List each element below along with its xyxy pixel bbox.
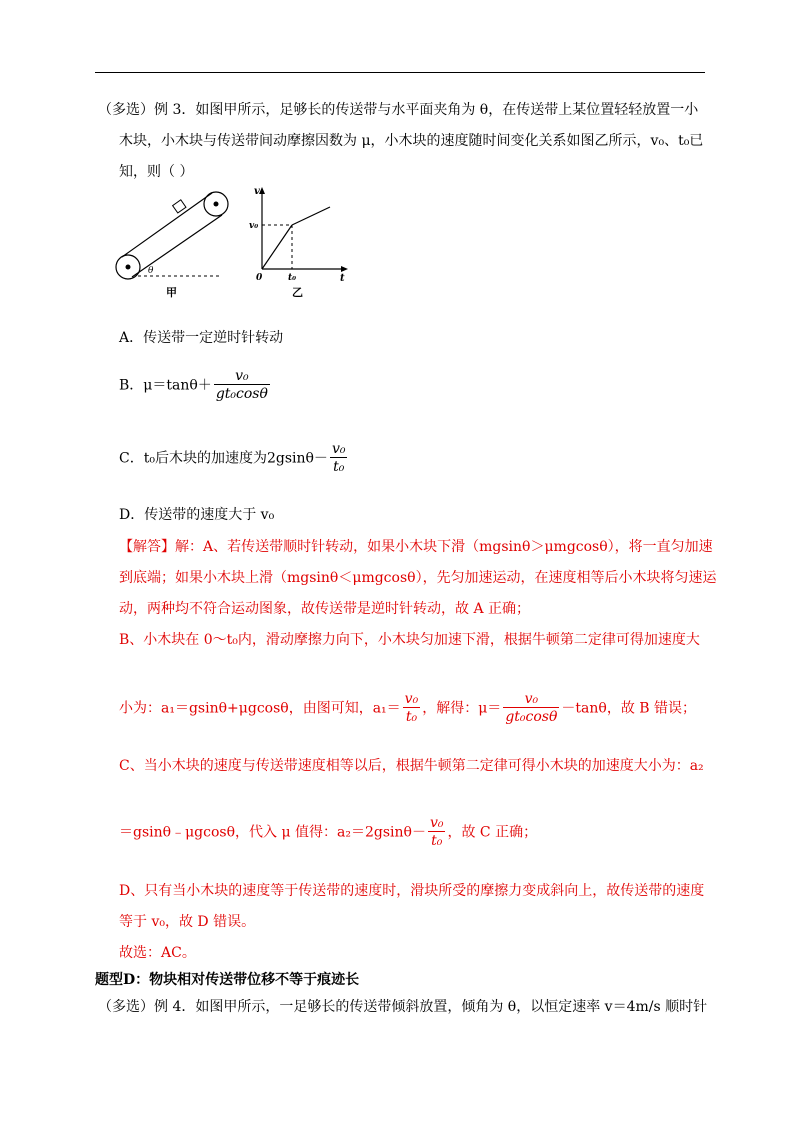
answer-fraction-1-denominator: t₀: [403, 707, 421, 726]
option-c: [119, 441, 349, 476]
answer-line-7: [119, 815, 537, 850]
answer-l5-a: 小为：a₁＝gsinθ+μgcosθ，由图可知，a₁＝: [119, 700, 401, 717]
answer-line-6: C、当小木块的速度与传送带速度相等以后，根据牛顿第二定律可得小木块的加速度大小为：a₂: [119, 758, 704, 774]
answer-line-4: B、小木块在 0～t₀内，滑动摩擦力向下，小木块匀加速下滑，根据牛顿第二定律可得加速度大: [119, 632, 700, 648]
answer-line-5: [119, 691, 696, 726]
option-b-denominator: gt₀cosθ: [215, 386, 268, 402]
graph-x-label: t: [340, 273, 345, 284]
answer-line-9: 等于 v₀，故 D 错误。: [119, 914, 256, 930]
option-b-prefix: B．μ＝tanθ＋: [119, 377, 212, 394]
option-b: [119, 368, 272, 403]
conveyor-figure: [110, 185, 240, 300]
figure-yi-label: 乙: [292, 286, 303, 299]
answer-line-2: 到底端；如果小木块上滑（mgsinθ＜μmgcosθ），先匀加速运动，在速度相等后小木块将匀速运: [119, 570, 717, 586]
graph-t0-label: t₀: [288, 273, 297, 283]
answer-line-8: D、只有当小木块的速度等于传送带的速度时，滑块所受的摩擦力变成斜向上，故传送带的速度: [119, 883, 705, 899]
answer-fraction-3-denominator: t₀: [428, 831, 446, 850]
option-c-numerator: v₀: [331, 441, 346, 457]
answer-l5-b: ，解得：μ＝: [422, 700, 502, 717]
example3-line2: 木块，小木块与传送带间动摩擦因数为 μ，小木块的速度随时间变化关系如图乙所示，v₀、t₀已: [119, 133, 704, 149]
option-b-numerator: v₀: [235, 368, 249, 384]
figure-jia-label: 甲: [166, 286, 177, 299]
graph-y-label: v: [254, 186, 260, 197]
option-c-prefix: C．t₀后木块的加速度为2gsinθ－: [119, 450, 328, 467]
answer-line-1: 【解答】解：A、若传送带顺时针转动，如果小木块下滑（mgsinθ＞μmgcosθ），将一直匀加速: [119, 539, 713, 555]
answer-fraction-2-numerator: v₀: [524, 691, 539, 707]
graph-v0-label: v₀: [249, 221, 259, 231]
theta-label: θ: [148, 266, 154, 276]
example4-line1: （多选）例 4．如图甲所示，一足够长的传送带倾斜放置，倾角为 θ，以恒定速率 v＝4m/s 顺时针: [98, 999, 708, 1015]
option-c-denominator: t₀: [330, 457, 348, 476]
answer-l7-b: ，故 C 正确；: [447, 824, 538, 841]
vt-graph: [248, 185, 353, 300]
answer-line-10: 故选：AC。: [119, 945, 196, 961]
option-b-fraction: [214, 368, 270, 403]
answer-fraction-1: [403, 691, 421, 726]
answer-fraction-3: [428, 815, 446, 850]
answer-l5-c: －tanθ，故 B 错误；: [561, 700, 697, 717]
answer-l7-a: ＝gsinθ﹣μgcosθ，代入 μ 值得：a₂＝2gsinθ－: [119, 824, 426, 841]
answer-fraction-2-denominator: gt₀cosθ: [505, 709, 558, 725]
answer-fraction-3-numerator: v₀: [429, 815, 444, 831]
option-d: D．传送带的速度大于 v₀: [119, 507, 275, 523]
graph-origin-label: 0: [256, 273, 263, 283]
section-heading: 题型D：物块相对传送带位移不等于痕迹长: [95, 972, 360, 988]
example3-line1: （多选）例 3．如图甲所示，足够长的传送带与水平面夹角为 θ，在传送带上某位置轻轻放置一小: [98, 102, 699, 118]
example3-line3: 知，则（ ）: [119, 164, 194, 180]
answer-fraction-1-numerator: v₀: [404, 691, 419, 707]
option-a: A．传送带一定逆时针转动: [119, 330, 284, 346]
answer-fraction-2: [503, 691, 559, 726]
header-rule: [95, 72, 705, 73]
answer-line-3: 动，两种均不符合运动图象，故传送带是逆时针转动，故 A 正确；: [119, 601, 531, 617]
option-c-fraction: [330, 441, 348, 476]
